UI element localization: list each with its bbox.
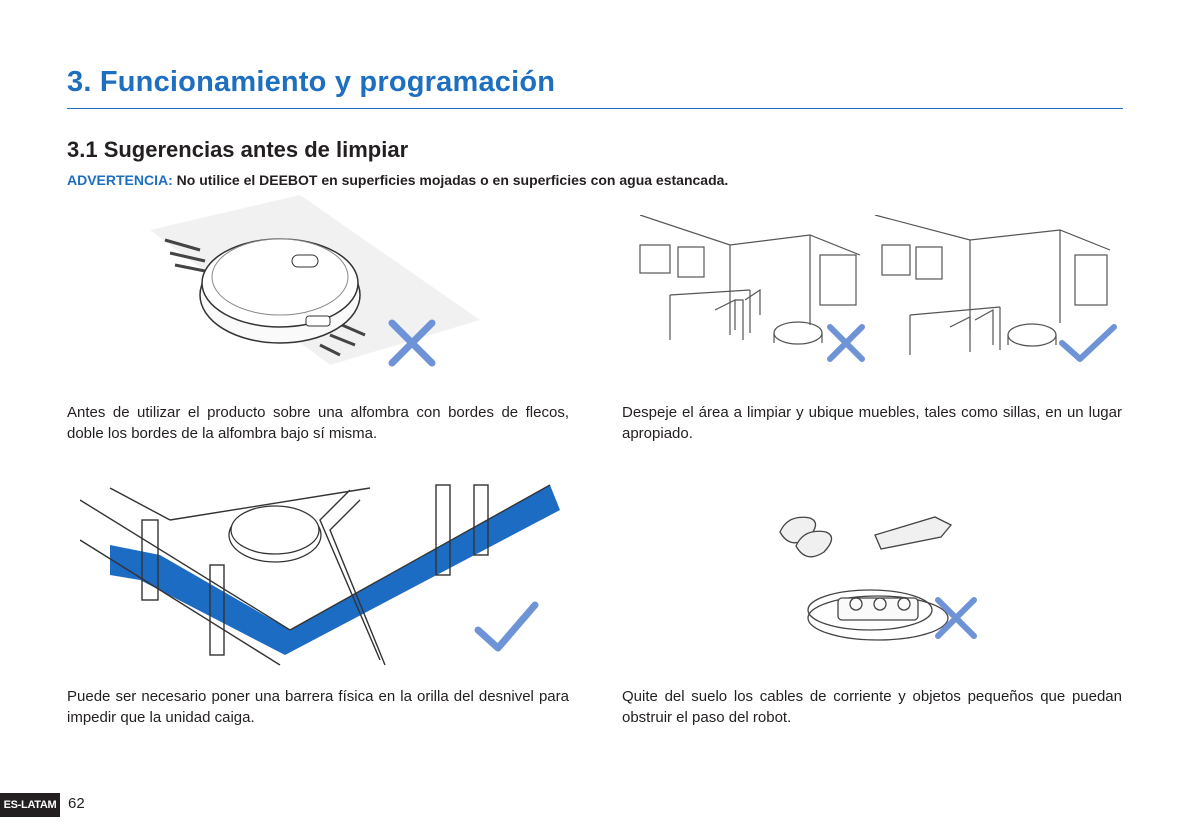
cross-icon [830,327,862,359]
warning-text: No utilice el DEEBOT en superficies mojadas o en superficies con agua estancada. [172,172,729,188]
title-divider [67,108,1123,109]
tip-caption-furniture: Despeje el área a limpiar y ubique muebles, tales como sillas, en un lugar apropiado. [622,404,1122,442]
tip-caption-barrier: Puede ser necesario poner una barrera física en la orilla del desnivel para impedir que la unidad caiga. [67,688,569,726]
warning-line [67,172,728,188]
furniture-rooms-illustration [620,215,1125,375]
tip-caption-carpet: Antes de utilizar el producto sobre una alfombra con bordes de flecos, doble los bordes de la alfombra bajo sí misma. [67,404,569,442]
check-icon [1062,327,1114,359]
carpet-fringe-illustration [80,195,480,380]
locale-tag: ES-LATAM [0,793,60,817]
page-number: 62 [68,795,85,812]
cross-icon [938,600,974,636]
small-objects-illustration [760,500,1000,660]
tip-caption-cables: Quite del suelo los cables de corriente y objetos pequeños que puedan obstruir el paso del robot. [622,688,1122,726]
warning-label: ADVERTENCIA: [67,172,173,188]
check-icon [478,605,535,648]
subsection-title: 3.1 Sugerencias antes de limpiar [67,137,409,162]
section-title: 3. Funcionamiento y programación [67,66,556,98]
stair-barrier-illustration [80,480,560,668]
